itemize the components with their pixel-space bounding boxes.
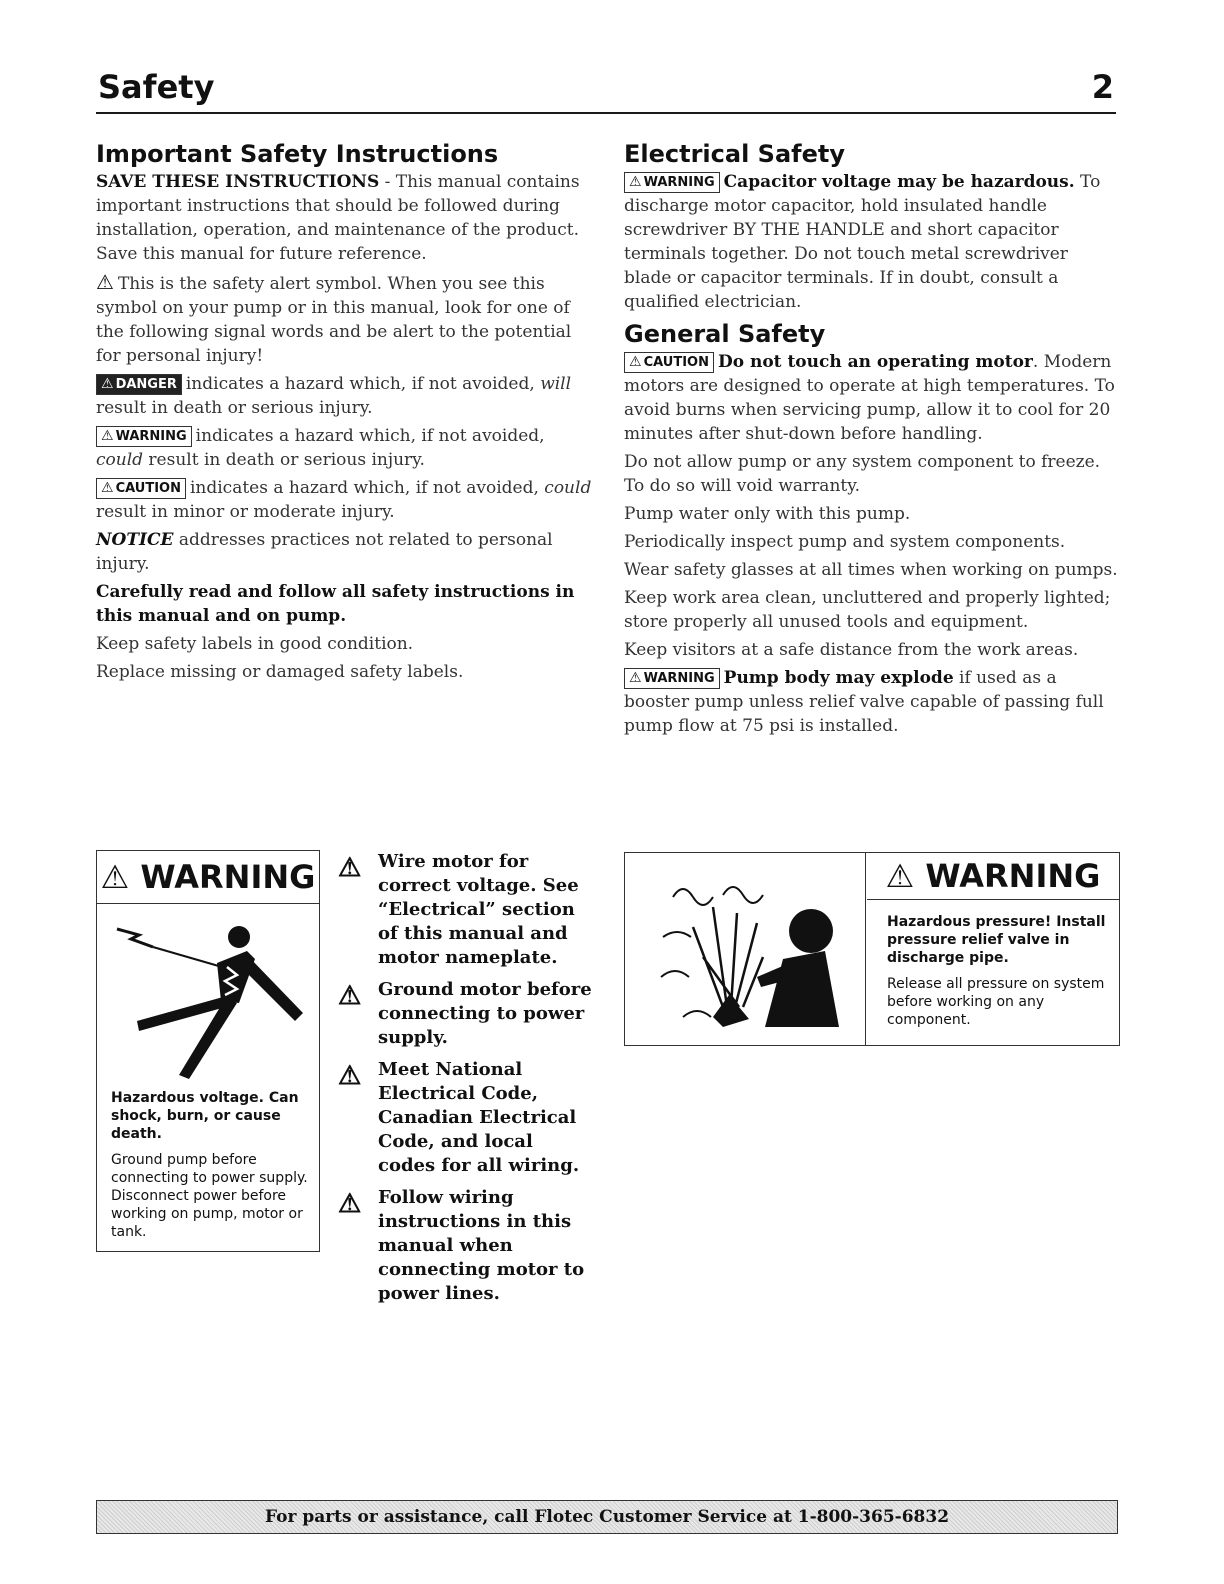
voltage-warning-body: Ground pump before connecting to power supply. Disconnect power before working on pump, motor or tank.: [111, 1152, 308, 1240]
caution-text: indicates a hazard which, if not avoided,: [189, 478, 545, 498]
right-column: [624, 138, 1120, 742]
safety-alert-icon: ⚠: [338, 1189, 362, 1219]
danger-text: indicates a hazard which, if not avoided,: [185, 374, 541, 394]
water-para: Pump water only with this pump.: [624, 504, 911, 524]
pressure-warning-bold: Hazardous pressure! Install pressure relief valve in discharge pipe.: [887, 914, 1106, 966]
warning-para: [96, 424, 596, 472]
safety-alert-icon: ⚠: [885, 857, 915, 895]
caution-badge: [624, 352, 714, 373]
list-item: [336, 1186, 596, 1306]
left-column: [96, 138, 596, 688]
warning-badge: [624, 172, 720, 193]
pressure-burst-icon: [653, 867, 843, 1032]
alert-symbol-para: [96, 270, 596, 368]
motor-text: . Modern motors are designed to operate at high temperatures. To avoid burns when servicing pump, allow it to cool for 20 minutes after shut-down before handling.: [624, 352, 1115, 444]
warning-title-text: WARNING: [140, 858, 316, 896]
caution-text-end: result in minor or moderate injury.: [96, 502, 395, 522]
motor-bold: Do not touch an operating motor: [717, 352, 1033, 372]
motor-para: [624, 350, 1120, 446]
capacitor-bold: Capacitor voltage may be hazardous.: [723, 172, 1075, 192]
danger-para: [96, 372, 596, 420]
wiring-bullets: [336, 850, 596, 1314]
electric-shock-icon: [109, 911, 309, 1081]
replace-labels-para: Replace missing or damaged safety labels.: [96, 662, 464, 682]
inspect-para: Periodically inspect pump and system components.: [624, 532, 1066, 552]
safety-alert-icon: ⚠: [629, 670, 642, 686]
warning-badge-label: WARNING: [643, 671, 715, 686]
pressure-warning-text: [887, 913, 1107, 1029]
list-item: [336, 978, 596, 1050]
bullet-text: Ground motor before connecting to power supply.: [378, 979, 592, 1048]
list-item: [336, 850, 596, 970]
danger-text-end: result in death or serious injury.: [96, 398, 373, 418]
page-title: Safety: [98, 68, 215, 106]
warning-badge-label: WARNING: [115, 429, 187, 444]
safety-alert-icon: ⚠: [338, 1061, 362, 1091]
capacitor-text: To discharge motor capacitor, hold insulated handle screwdriver BY THE HANDLE and short capacitor terminals together. Do not touch metal screwdriver blade or capacitor terminals. If in doubt, consult a qualified electrician.: [624, 172, 1101, 312]
page-number: 2: [1091, 68, 1114, 106]
warning-title-text: WARNING: [925, 857, 1101, 895]
visitors-para: Keep visitors at a safe distance from the work areas.: [624, 640, 1079, 660]
pressure-warning-body: Release all pressure on system before working on any component.: [887, 976, 1105, 1028]
warning-badge-label: WARNING: [643, 175, 715, 190]
warning-title: [97, 851, 319, 904]
capacitor-para: [624, 170, 1120, 314]
safety-alert-icon: ⚠: [338, 981, 362, 1011]
important-safety-heading: Important Safety Instructions: [96, 140, 499, 168]
safety-alert-icon: ⚠: [629, 354, 642, 370]
hazardous-voltage-warning-label: [96, 850, 320, 1252]
safety-alert-icon: ⚠: [100, 858, 130, 896]
safety-alert-icon: ⚠: [101, 428, 114, 444]
warning-badge: [96, 426, 192, 447]
save-instructions-para: [96, 170, 596, 266]
danger-emphasis: will: [540, 374, 572, 394]
notice-text: addresses practices not related to personal injury.: [96, 530, 553, 574]
read-follow-para: Carefully read and follow all safety instructions in this manual and on pump.: [96, 582, 575, 626]
caution-para: [96, 476, 596, 524]
caution-badge: [96, 478, 186, 499]
safety-alert-icon: ⚠: [96, 270, 114, 294]
voltage-warning-bold: Hazardous voltage. Can shock, burn, or cause death.: [111, 1090, 299, 1142]
explode-para: [624, 666, 1120, 738]
warning-title: [867, 853, 1119, 900]
safety-alert-icon: ⚠: [338, 853, 362, 883]
save-text: - This manual contains important instructions that should be followed during installation, operation, and maintenance of the product. Save this manual for future reference.: [96, 172, 580, 264]
list-item: [336, 1058, 596, 1178]
explode-bold: Pump body may explode: [723, 668, 954, 688]
warning-text: indicates a hazard which, if not avoided,: [195, 426, 545, 446]
warning-emphasis: could: [96, 450, 144, 470]
warning-divider: [865, 853, 866, 1045]
safety-alert-icon: ⚠: [101, 376, 114, 392]
alert-text: This is the safety alert symbol. When you see this symbol on your pump or in this manual, look for one of the following signal words and be alert to the potential for personal injury!: [96, 274, 572, 366]
notice-para: [96, 528, 596, 576]
safety-alert-icon: ⚠: [629, 174, 642, 190]
freeze-para: Do not allow pump or any system component to freeze. To do so will void warranty.: [624, 452, 1101, 496]
save-label: SAVE THESE INSTRUCTIONS: [96, 172, 380, 192]
caution-badge-label: CAUTION: [643, 355, 709, 370]
warning-badge: [624, 668, 720, 689]
keep-labels-para: Keep safety labels in good condition.: [96, 634, 414, 654]
page-header: [96, 66, 1116, 114]
notice-label: NOTICE: [96, 530, 174, 550]
bullet-text: Follow wiring instructions in this manual when connecting motor to power lines.: [378, 1187, 585, 1304]
caution-badge-label: CAUTION: [115, 481, 181, 496]
voltage-warning-text: [111, 1089, 311, 1241]
bullet-text: Wire motor for correct voltage. See “Electrical” section of this manual and motor nameplate.: [378, 851, 579, 968]
caution-emphasis: could: [544, 478, 592, 498]
explode-text: if used as a booster pump unless relief valve capable of passing full pump flow at 75 psi is installed.: [624, 668, 1104, 736]
danger-badge-label: DANGER: [115, 377, 177, 392]
danger-badge: [96, 374, 182, 395]
glasses-para: Wear safety glasses at all times when working on pumps.: [624, 560, 1118, 580]
warning-text-end: result in death or serious injury.: [143, 450, 425, 470]
clean-para: Keep work area clean, uncluttered and properly lighted; store properly all unused tools and equipment.: [624, 588, 1111, 632]
electrical-safety-heading: Electrical Safety: [624, 140, 845, 168]
general-safety-heading: General Safety: [624, 320, 826, 348]
footer-customer-service: For parts or assistance, call Flotec Customer Service at 1-800-365-6832: [96, 1500, 1118, 1534]
hazardous-pressure-warning-label: [624, 852, 1120, 1046]
bullet-text: Meet National Electrical Code, Canadian Electrical Code, and local codes for all wiring.: [378, 1059, 580, 1176]
safety-alert-icon: ⚠: [101, 480, 114, 496]
